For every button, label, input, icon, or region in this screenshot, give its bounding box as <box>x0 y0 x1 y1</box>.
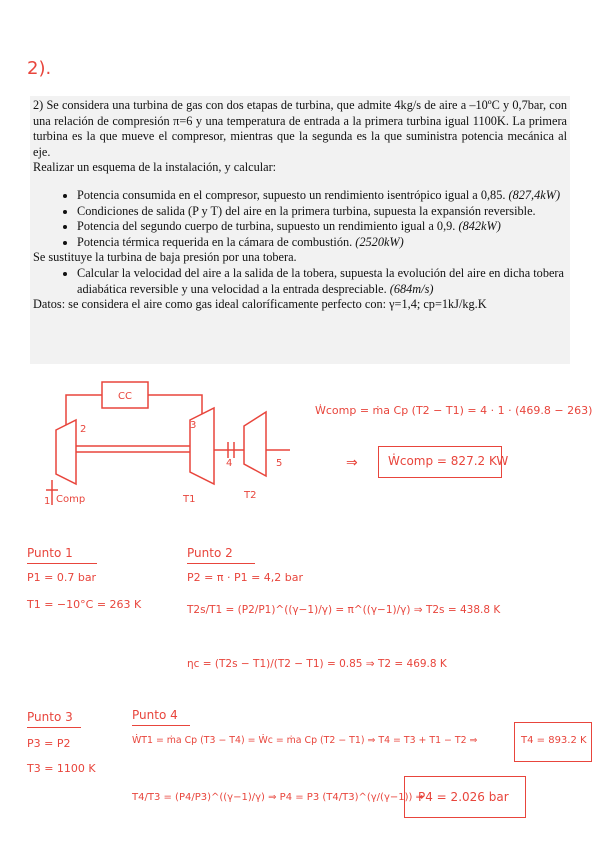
list-item: • Calcular la velocidad del aire a la salida de la tobera, supuesta la evolución del aire en dicha tobera adiabática reversible y una velocidad a la entrada despreciable. (684m/s) <box>77 266 564 297</box>
answer: (2520kW) <box>355 234 404 249</box>
list-item: • Potencia del segundo cuerpo de turbina, supuesto un rendimiento igual a 0,9. (842kW) <box>77 219 564 235</box>
list-item: • Potencia térmica requerida en la cámara de combustión. (2520kW) <box>77 235 564 251</box>
statement-task: Realizar un esquema de la instalación, y calcular: <box>33 160 277 175</box>
punto4-pressure: T4/T3 = (P4/P3)^((γ−1)/γ) ⇒ P4 = P3 (T4/T3)^(γ/(γ−1)) ⇒ <box>132 792 424 803</box>
point-label: 4 <box>226 458 233 469</box>
data-line: Datos: se considera el aire como gas ideal caloríficamente perfecto con: γ=1,4; cp=1kJ/kg.K <box>33 297 487 312</box>
point-label: 1 <box>44 496 51 507</box>
punto2-efficiency: ηc = (T2s − T1)/(T2 − T1) = 0.85 ⇒ T2 = 469.8 K <box>187 658 447 670</box>
nozzle-intro: Se sustituye la turbina de baja presión por una tobera. <box>33 250 297 265</box>
p4-result: P4 = 2.026 bar <box>418 790 509 804</box>
punto4-work: ẆT1 = ṁa Cp (T3 − T4) = Ẇc = ṁa Cp (T2 − T1) ⇒ T4 = T3 + T1 − T2 ⇒ <box>132 735 478 746</box>
wcomp-equation: Ẇcomp = ṁa Cp (T2 − T1) = 4 · 1 · (469.8 − 263) <box>315 404 593 417</box>
punto4-title: Punto 4 <box>132 708 178 722</box>
point-label: 5 <box>276 458 283 469</box>
problem-number: 2). <box>27 58 52 79</box>
compressor-label: Comp <box>56 494 86 505</box>
cc-label: CC <box>118 391 132 402</box>
statement-intro: 2) Se considera una turbina de gas con dos etapas de turbina, que admite 4kg/s de aire a –10ºC y 0,7bar, con una relación de compresión π=6 y una temperatura de entrada a la primera turbina igual 1100K. La primera turbina es la que mueve el compresor, mientras que la segunda es la que suministra potencia mecánica al eje. <box>33 98 567 159</box>
wcomp-result: Ẇcomp = 827.2 KW <box>388 454 509 468</box>
punto2-isentropic: T2s/T1 = (P2/P1)^((γ−1)/γ) = π^((γ−1)/γ) ⇒ T2s = 438.8 K <box>187 604 501 616</box>
point-label: 2 <box>80 424 87 435</box>
gas-turbine-schematic <box>40 380 300 510</box>
t4-result: T4 = 893.2 K <box>521 735 587 746</box>
t1-label: T1 <box>183 494 196 505</box>
compressor-shape <box>56 420 76 484</box>
t2-label: T2 <box>244 490 257 501</box>
point-label: 3 <box>190 420 197 431</box>
punto3-title: Punto 3 <box>27 710 73 724</box>
nozzle-list <box>30 266 564 297</box>
punto2-title: Punto 2 <box>187 546 233 560</box>
flow-3 <box>148 395 202 414</box>
answer: (842kW) <box>458 219 501 234</box>
list-item: • Condiciones de salida (P y T) del aire en la primera turbina, supuesta la expansión reversible. <box>77 204 564 220</box>
question-list <box>30 188 564 250</box>
punto2-pressure: P2 = π · P1 = 4,2 bar <box>187 571 304 584</box>
punto3-pressure: P3 = P2 <box>27 737 71 750</box>
list-item: • Potencia consumida en el compresor, supuesto un rendimiento isentrópico igual a 0,85. (827,4kW) <box>77 188 564 204</box>
punto1-title: Punto 1 <box>27 546 73 560</box>
answer: (827,4kW) <box>508 187 561 202</box>
implies-arrow: ⇒ <box>346 455 358 471</box>
punto1-pressure: P1 = 0.7 bar <box>27 571 97 584</box>
punto3-temperature: T3 = 1100 K <box>27 762 96 775</box>
punto1-temperature: T1 = −10°C = 263 K <box>27 598 142 611</box>
answer: (684m/s) <box>389 281 434 296</box>
flow-2 <box>66 395 102 425</box>
problem-statement <box>30 96 570 364</box>
turbine2-shape <box>244 412 266 476</box>
